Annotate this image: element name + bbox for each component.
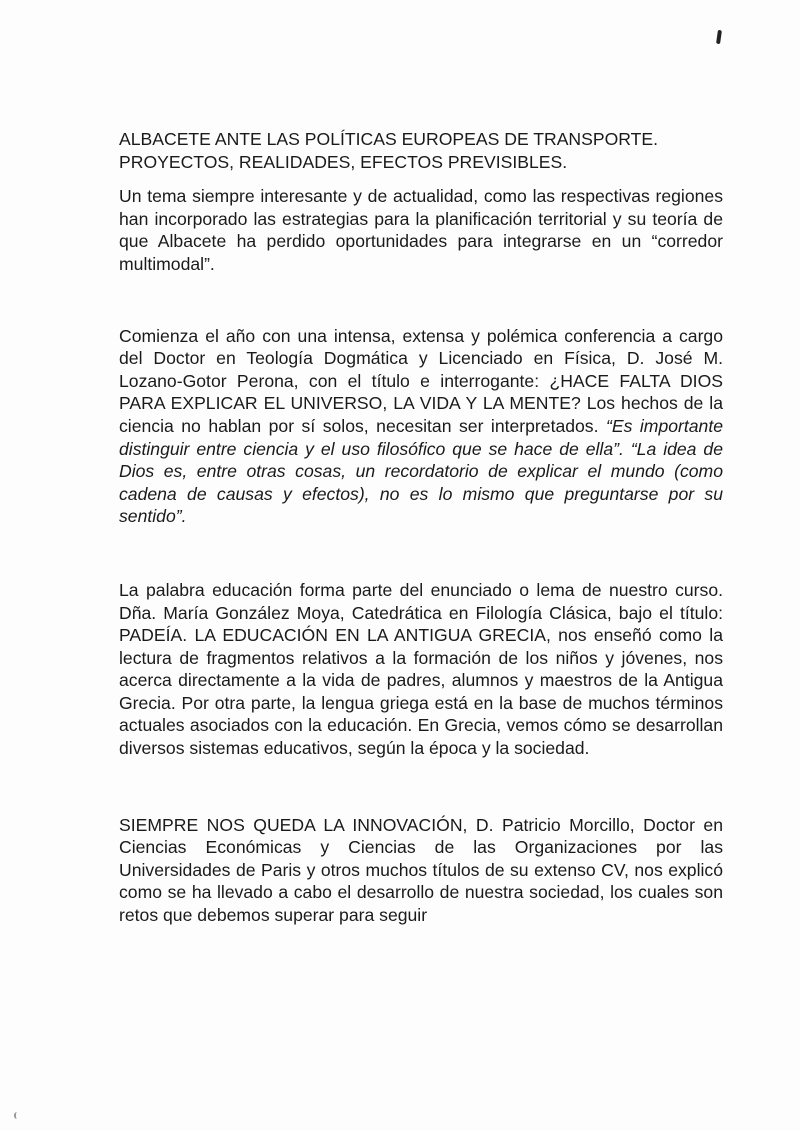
paragraph-conference-quote: “Es importante distinguir entre ciencia y el uso filosófico que se hace de ella”. “La idea de Dios es, entre otras cosas, un recordatorio de explicar el mundo (como cadena de causas y efectos), no es lo mismo que preguntarse por su sentido”. <box>119 415 724 527</box>
scan-mark <box>716 30 722 44</box>
paragraph-conference-god <box>119 325 723 528</box>
paragraph-transport: Un tema siempre interesante y de actualidad, como las respectivas regiones han incorporado las estrategias para la planificación territorial y su teoría de que Albacete ha perdido oportunidades para integrarse en un “corredor multimodal”. <box>119 186 723 274</box>
paragraph-innovation: SIEMPRE NOS QUEDA LA INNOVACIÓN, D. Patricio Morcillo, Doctor en Ciencias Económicas y Ciencias de las Organizaciones por las Universidades de Paris y otros muchos títulos de su extenso CV, nos explicó como se ha llevado a cabo el desarrollo de nuestra sociedad, los cuales son retos que debemos superar para seguir <box>119 814 723 926</box>
scan-artifact <box>14 1112 21 1119</box>
paragraph-education-greece: La palabra educación forma parte del enunciado o lema de nuestro curso. Dña. María González Moya, Catedrática en Filología Clásica, bajo el título: PADEÍA. LA EDUCACIÓN EN LA ANTIGUA GRECIA, nos enseñó como la lectura de fragmentos relativos a la formación de los niños y jóvenes, nos acerca directamente a la vida de padres, alumnos y maestros de la Antigua Grecia. Por otra parte, la lengua griega está en la base de muchos términos actuales asociados con la educación. En Grecia, vemos cómo se desarrollan diversos sistemas educativos, según la época y la sociedad. <box>119 579 723 759</box>
paragraph-conference-text: Comienza el año con una intensa, extensa y polémica conferencia a cargo del Doctor en Teología Dogmática y Licenciado en Física, D. José M. Lozano-Gotor Perona, con el título e interrogante: ¿HACE FALTA DIOS PARA EXPLICAR EL UNIVERSO, LA VIDA Y LA MENTE? Los hechos de la ciencia no hablan por sí solos, necesitan ser interpretados. <box>119 325 723 436</box>
document-title <box>119 128 723 173</box>
title-line-1: ALBACETE ANTE LAS POLÍTICAS EUROPEAS DE TRANSPORTE. <box>119 129 659 149</box>
document-body <box>119 128 723 927</box>
title-line-2: PROYECTOS, REALIDADES, EFECTOS PREVISIBLES. <box>119 151 568 172</box>
